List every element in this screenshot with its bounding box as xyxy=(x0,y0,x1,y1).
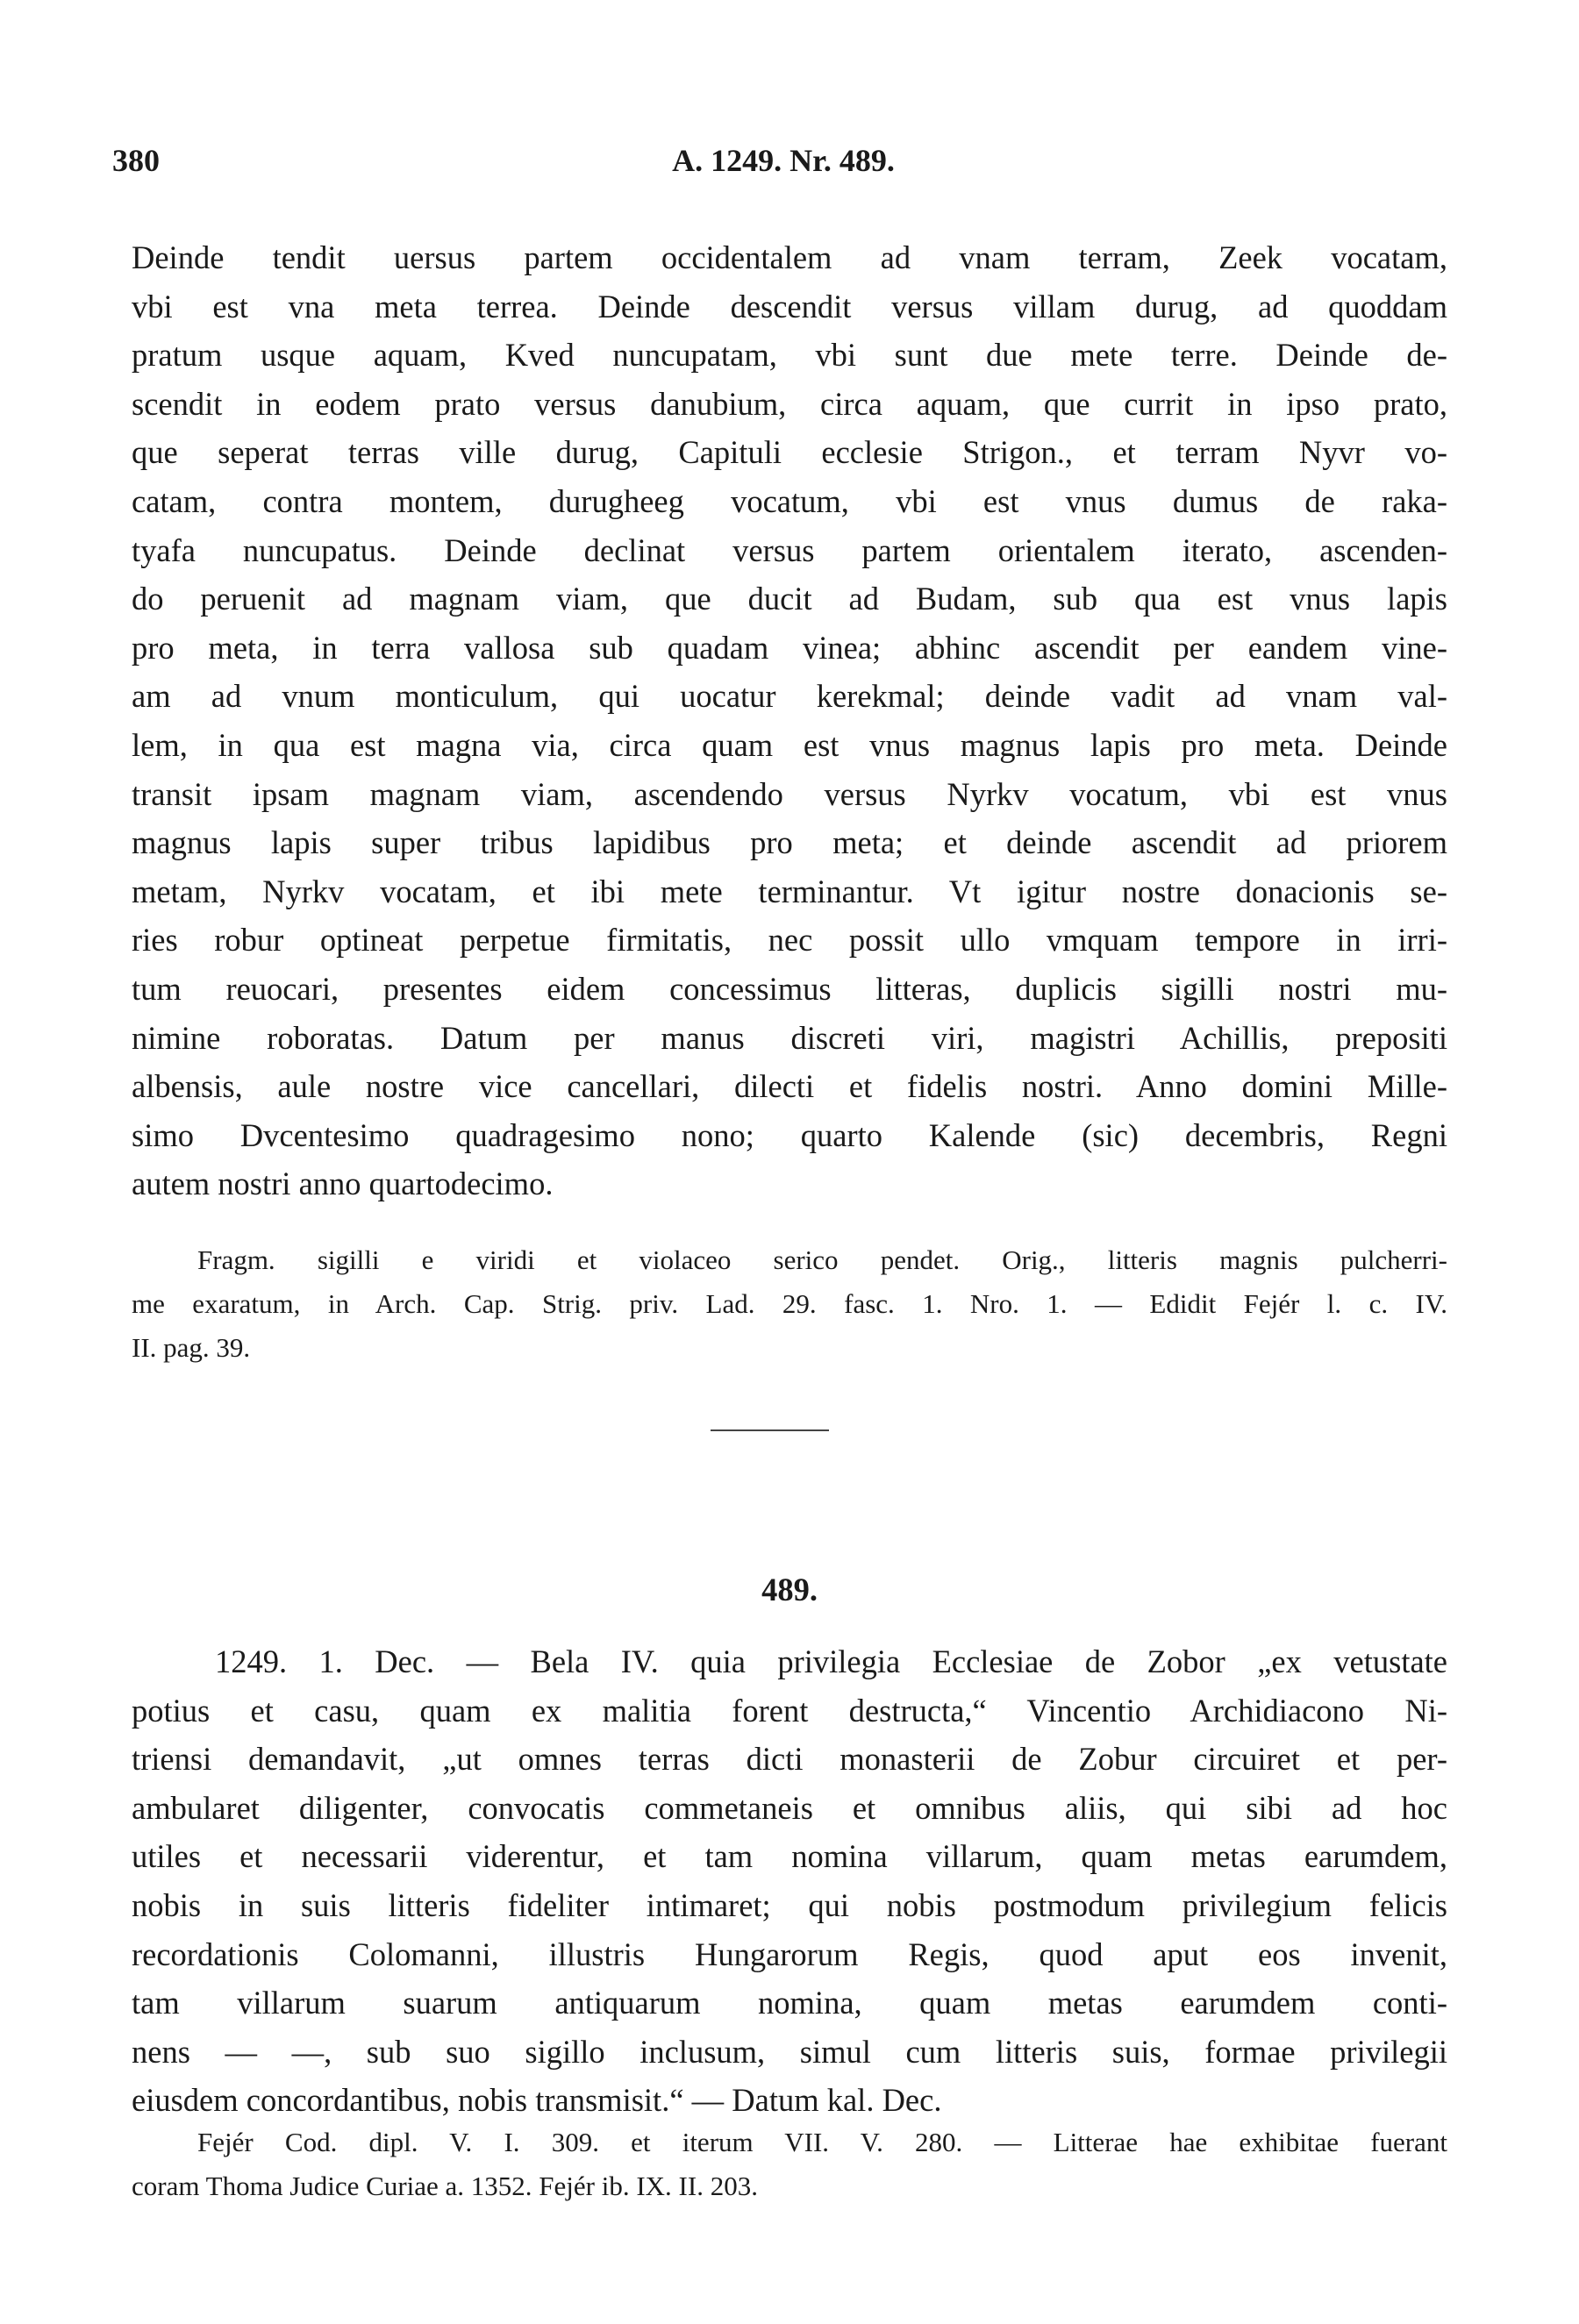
page-header xyxy=(112,142,1454,186)
text-line: catam, contra montem, durugheeg vocatum, vbi est vnus dumus de raka- xyxy=(132,482,1447,519)
document-number: 489. xyxy=(761,1572,818,1608)
text-line: nimine roboratas. Datum per manus discreti viri, magistri Achillis, prepositi xyxy=(132,1019,1447,1056)
text-line: ries robur optineat perpetue firmitatis, nec possit ullo vmquam tempore in irri- xyxy=(132,922,1447,959)
document-number-heading xyxy=(132,1565,1447,1615)
text-line: transit ipsam magnam viam, ascendendo versus Nyrkv vocatum, vbi est vnus xyxy=(132,775,1447,812)
text-line: Deinde tendit uersus partem occidentalem ad vnam terram, Zeek vocatam, xyxy=(132,239,1447,275)
text-line: metam, Nyrkv vocatam, et ibi mete terminantur. Vt igitur nostre donacionis se- xyxy=(132,873,1447,909)
text-line: pro meta, in terra vallosa sub quadam vinea; abhinc ascendit per eandem vine- xyxy=(132,629,1447,666)
text-line: triensi demandavit, „ut omnes terras dicti monasterii de Zobur circuiret et per- xyxy=(132,1741,1447,1778)
text-line: scendit in eodem prato versus danubium, circa aquam, que currit in ipso prato, xyxy=(132,385,1447,422)
text-line: nobis in suis litteris fideliter intimaret; qui nobis postmodum privilegium felicis xyxy=(132,1886,1447,1923)
note-line: coram Thoma Judice Curiae a. 1352. Fejér ib. IX. II. 203. xyxy=(132,2171,758,2201)
section-divider xyxy=(711,1429,829,1431)
text-line: que seperat terras ville durug, Capituli ecclesie Strigon., et terram Nyvr vo- xyxy=(132,434,1447,471)
text-line: tum reuocari, presentes eidem concessimus litteras, duplicis sigilli nostri mu- xyxy=(132,970,1447,1007)
text-line: autem nostri anno quartodecimo. xyxy=(132,1166,554,1202)
text-line: magnus lapis super tribus lapidibus pro meta; et deinde ascendit ad priorem xyxy=(132,824,1447,861)
text-line: do peruenit ad magnam viam, que ducit ad Budam, sub qua est vnus lapis xyxy=(132,581,1447,617)
text-line: utiles et necessarii viderentur, et tam nomina villarum, quam metas earumdem, xyxy=(132,1838,1447,1875)
running-title: A. 1249. Nr. 489. xyxy=(672,143,895,178)
text-line: pratum usque aquam, Kved nuncupatam, vbi sunt due mete terre. Deinde de- xyxy=(132,337,1447,374)
text-line: tyafa nuncupatus. Deinde declinat versus partem orientalem iterato, ascenden- xyxy=(132,531,1447,568)
note-line: II. pag. 39. xyxy=(132,1332,251,1363)
text-line: tam villarum suarum antiquarum nomina, quam metas earumdem conti- xyxy=(132,1985,1447,2021)
text-line: eiusdem concordantibus, nobis transmisit.“ — Datum kal. Dec. xyxy=(132,2082,942,2119)
text-line: vbi est vna meta terrea. Deinde descendit versus villam durug, ad quoddam xyxy=(132,288,1447,324)
note-line: Fejér Cod. dipl. V. I. 309. et iterum VII. V. 280. — Litterae hae exhibitae fuerant xyxy=(197,2127,1447,2157)
note-line: Fragm. sigilli e viridi et violaceo serico pendet. Orig., litteris magnis pulcherri- xyxy=(197,1244,1447,1275)
page-number: 380 xyxy=(112,143,160,178)
note-line: me exaratum, in Arch. Cap. Strig. priv. Lad. 29. fasc. 1. Nro. 1. — Edidit Fejér l. c. IV. xyxy=(132,1288,1447,1319)
text-line: lem, in qua est magna via, circa quam est vnus magnus lapis pro meta. Deinde xyxy=(132,726,1447,763)
text-line: potius et casu, quam ex malitia forent destructa,“ Vincentio Archidiacono Ni- xyxy=(132,1692,1447,1729)
text-line: am ad vnum monticulum, qui uocatur kerekmal; deinde vadit ad vnam val- xyxy=(132,678,1447,715)
source-note xyxy=(132,1238,1447,1370)
source-note-489 xyxy=(132,2121,1447,2208)
text-line: ambularet diligenter, convocatis commetaneis et omnibus aliis, qui sibi ad hoc xyxy=(132,1789,1447,1826)
text-line: 1249. 1. Dec. — Bela IV. quia privilegia Ecclesiae de Zobor „ex vetustate xyxy=(215,1643,1447,1679)
main-charter-text xyxy=(132,233,1447,1208)
text-line: nens — —, sub suo sigillo inclusum, simul cum litteris suis, formae privilegii xyxy=(132,2033,1447,2070)
text-line: recordationis Colomanni, illustris Hungarorum Regis, quod aput eos invenit, xyxy=(132,1935,1447,1972)
text-line: simo Dvcentesimo quadragesimo nono; quarto Kalende (sic) decembris, Regni xyxy=(132,1116,1447,1153)
regest-text xyxy=(132,1637,1447,2125)
text-line: albensis, aule nostre vice cancellari, dilecti et fidelis nostri. Anno domini Mille- xyxy=(132,1068,1447,1105)
